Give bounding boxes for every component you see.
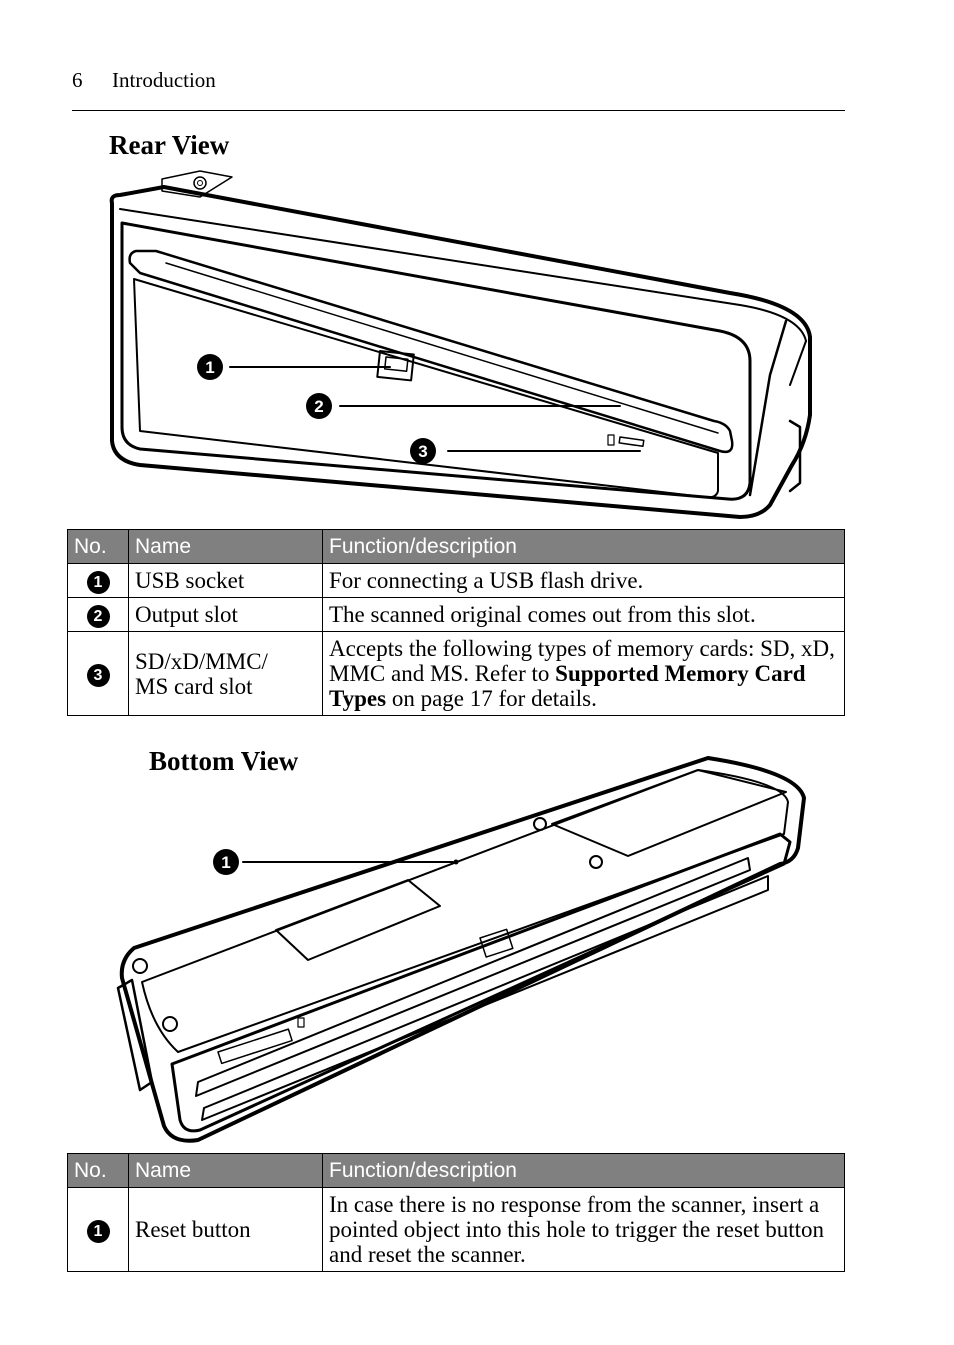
bottom-view-table — [67, 1153, 845, 1272]
bottom-view-title: Bottom View — [149, 746, 299, 776]
table-header-row — [68, 530, 845, 564]
row-number — [68, 598, 129, 632]
rear-callout-2-label: 2 — [314, 397, 324, 416]
row-name-line2: MS card slot — [135, 673, 253, 699]
row-name: Output slot — [129, 598, 323, 632]
table-header-row — [68, 1154, 845, 1188]
page-header — [72, 68, 216, 93]
desc-bold-reference: Supported Memory Card Types — [329, 661, 806, 711]
rear-callout-2 — [306, 393, 332, 419]
row-description: The scanned original comes out from this slot. — [323, 598, 845, 632]
row-description — [323, 632, 845, 716]
row-description: In case there is no response from the scanner, insert a pointed object into this hole to trigger the reset button and reset the scanner. — [323, 1188, 845, 1272]
section-name: Introduction — [112, 68, 216, 92]
rear-view-table — [67, 529, 845, 716]
col-header-description: Function/description — [323, 530, 845, 564]
bottom-callout-1-label: 1 — [221, 853, 231, 872]
row-name: Reset button — [129, 1188, 323, 1272]
row-name: USB socket — [129, 564, 323, 598]
rear-callout-1 — [197, 354, 223, 380]
row-description: For connecting a USB flash drive. — [323, 564, 845, 598]
number-badge: 1 — [87, 571, 110, 594]
table-row — [68, 632, 845, 716]
rear-callout-3 — [410, 438, 436, 464]
number-badge: 1 — [87, 1220, 110, 1243]
rear-callout-3-label: 3 — [418, 442, 428, 461]
row-number — [68, 632, 129, 716]
rear-view-illustration — [100, 165, 820, 525]
rear-callout-1-label: 1 — [205, 358, 215, 377]
header-rule — [72, 110, 845, 111]
bottom-callout-1 — [213, 849, 239, 875]
col-header-no: No. — [68, 1154, 129, 1188]
col-header-description: Function/description — [323, 1154, 845, 1188]
desc-text-end: on page 17 for details. — [386, 686, 597, 711]
col-header-no: No. — [68, 530, 129, 564]
number-badge: 2 — [87, 605, 110, 628]
row-number — [68, 1188, 129, 1272]
rear-view-title: Rear View — [109, 130, 230, 160]
row-name-line1: SD/xD/MMC/ — [135, 648, 268, 674]
bottom-view-illustration — [108, 752, 813, 1144]
table-row — [68, 564, 845, 598]
row-name — [129, 632, 323, 716]
number-badge: 3 — [87, 664, 110, 687]
col-header-name: Name — [129, 1154, 323, 1188]
row-number — [68, 564, 129, 598]
desc-text: Accepts the following types of memory cards: SD, xD, MMC and MS. Refer to — [329, 636, 835, 686]
table-row — [68, 598, 845, 632]
col-header-name: Name — [129, 530, 323, 564]
page-number: 6 — [72, 68, 83, 92]
table-row — [68, 1188, 845, 1272]
